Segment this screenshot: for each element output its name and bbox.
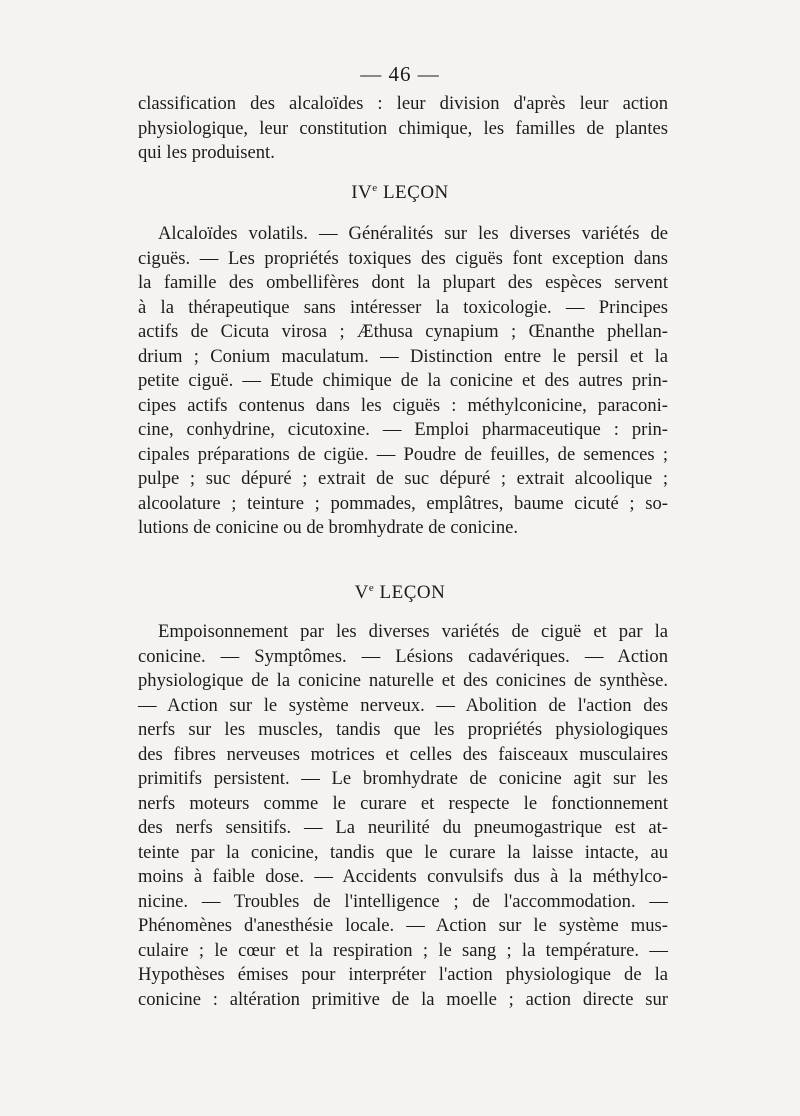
text-line: qui les produisent. [138,142,275,163]
text-line: Hypothèses émises pour interpréter l'action physiologique de la [138,964,668,985]
text-line: Empoisonnement par les diverses variétés de ciguë et par la [158,621,668,642]
text-line: actifs de Cicuta virosa ; Æthusa cynapium ; Œnanthe phellan- [138,321,668,342]
text-line: — Action sur le système nerveux. — Abolition de l'action des [138,694,668,716]
text-line: Phénomènes d'anesthésie locale. — Action sur le système mus- [138,915,668,936]
lesson-4-text [138,222,668,541]
text-line: pulpe ; suc dépuré ; extrait de suc dépuré ; extrait alcoolique ; [138,468,668,489]
text-line: la famille des ombellifères dont la plupart des espèces servent [138,272,668,293]
text-line: nerfs sur les muscles, tandis que les propriétés physiologiques [138,719,668,740]
intro-paragraph [138,92,668,166]
text-line: lutions de conicine ou de bromhydrate de conicine. [138,517,519,538]
lesson-5-paragraph [138,620,668,1012]
lesson-5-heading [0,582,800,604]
text-line: des nerfs sensitifs. — La neurilité du pneumogastrique est at- [138,817,668,838]
lesson-4-heading-word: LEÇON [382,182,449,203]
text-line: primitifs persistent. — Le bromhydrate de conicine agit sur les [138,768,668,789]
text-line: conicine. — Symptômes. — Lésions cadavériques. — Action [138,645,668,667]
text-line: des fibres nerveuses motrices et celles des faisceaux musculaires [138,743,668,765]
intro-text [138,92,668,166]
text-line: drium ; Conium maculatum. — Distinction entre le persil et la [138,345,668,367]
lesson-5-heading-sup: e [368,582,375,594]
text-line: à la thérapeutique sans intéresser la toxicologie. — Principes [138,296,668,318]
text-line: moins à faible dose. — Accidents convulsifs dus à la méthylco- [138,866,668,887]
text-line: teinte par la conicine, tandis que le curare la laisse intacte, au [138,841,668,863]
lesson-5-heading-number: V [354,582,369,603]
text-line: Alcaloïdes volatils. — Généralités sur les diverses variétés de [158,223,668,244]
text-line: ciguës. — Les propriétés toxiques des ciguës font exception dans [138,247,668,269]
lesson-4-paragraph [138,222,668,541]
lesson-4-heading-sup: e [372,182,378,194]
text-line: physiologique, leur constitution chimique, les familles de plantes [138,117,668,139]
page-number: — 46 — [360,62,440,86]
lesson-5-heading-word: LEÇON [379,582,446,603]
text-line: conicine : altération primitive de la moelle ; action directe sur [138,988,668,1010]
lesson-4-heading-number: IV [351,182,373,203]
text-line: classification des alcaloïdes : leur division d'après leur action [138,93,668,114]
lesson-5-text [138,620,668,1012]
text-line: nerfs moteurs comme le curare et respecte le fonctionnement [138,792,668,814]
text-line: culaire ; le cœur et la respiration ; le sang ; la température. — [138,939,668,961]
text-line: petite ciguë. — Etude chimique de la conicine et des autres prin- [138,370,668,391]
text-line: physiologique de la conicine naturelle et des conicines de synthèse. [138,670,668,691]
text-line: cine, conhydrine, cicutoxine. — Emploi pharmaceutique : prin- [138,419,668,440]
lesson-4-heading [0,182,800,204]
text-line: cipes actifs contenus dans les ciguës : méthylconicine, paraconi- [138,394,668,416]
text-line: alcoolature ; teinture ; pommades, emplâtres, baume cicuté ; so- [138,492,668,514]
text-line: nicine. — Troubles de l'intelligence ; de l'accommodation. — [138,890,668,912]
text-line: cipales préparations de cigüe. — Poudre de feuilles, de semences ; [138,443,668,465]
